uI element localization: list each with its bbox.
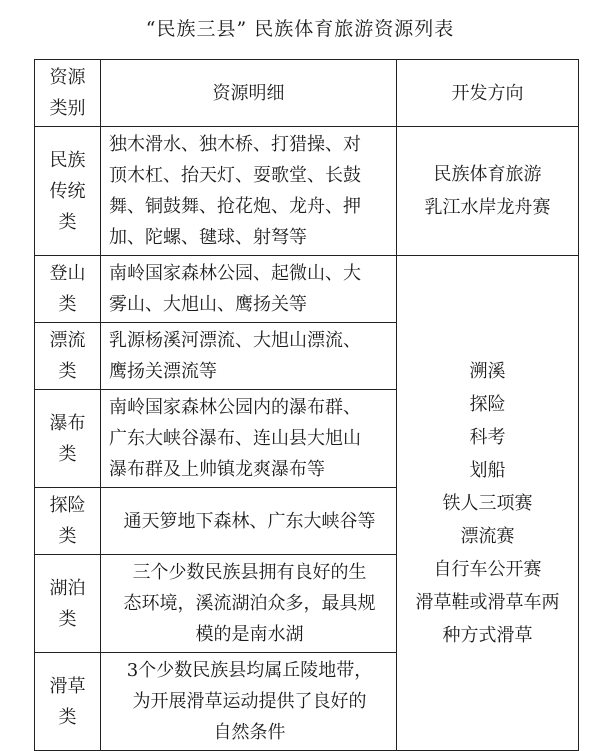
category-cell	[35, 653, 101, 751]
detail-line: 南岭国家森林公园内的瀑布群、	[109, 397, 361, 418]
category-cell	[35, 390, 101, 488]
detail-line: 鹰扬关漂流等	[109, 361, 217, 382]
resource-table	[34, 59, 579, 751]
detail-line: 通天箩地下森林、广东大峡谷等	[123, 510, 376, 532]
detail-line: 态环境，溪流湖泊众多，最具规	[123, 593, 376, 614]
table-header-row	[35, 60, 579, 127]
detail-line: 南岭国家森林公园、起微山、大	[109, 263, 361, 284]
header-direction: 开发方向	[397, 60, 579, 127]
direction-line: 铁人三项赛	[442, 492, 533, 514]
table-row	[35, 256, 579, 323]
direction-line: 探险	[469, 393, 506, 415]
detail-cell	[101, 555, 397, 653]
detail-line: 广东大峡谷瀑布、连山县大旭山	[109, 428, 361, 449]
category-line: 瀑布	[49, 412, 86, 434]
header-category-line: 类别	[49, 98, 86, 119]
category-line: 登山	[49, 263, 86, 284]
header-category	[35, 60, 101, 127]
direction-line: 种方式滑草	[442, 624, 533, 646]
detail-cell	[101, 653, 397, 751]
direction-line: 科考	[469, 426, 506, 448]
category-cell	[35, 256, 101, 323]
category-line: 滑草	[49, 675, 86, 697]
category-line: 探险	[49, 495, 86, 516]
detail-line: 模的是南水湖	[195, 624, 304, 645]
category-line: 类	[58, 294, 77, 315]
category-line: 类	[58, 526, 77, 547]
category-line: 类	[58, 211, 77, 233]
header-category-line: 资源	[49, 67, 86, 88]
category-line: 类	[58, 361, 77, 382]
category-cell	[35, 127, 101, 256]
detail-line: 舞、铜鼓舞、抢花炮、龙舟、押	[109, 196, 361, 217]
detail-line: 乳源杨溪河漂流、大旭山漂流、	[109, 330, 361, 351]
category-line: 民族	[49, 149, 86, 171]
direction-line: 溯溪	[469, 360, 506, 382]
direction-cell-ethnic	[397, 127, 579, 256]
direction-line: 民族体育旅游	[433, 164, 542, 185]
detail-line: 顶木杠、抬天灯、耍歌堂、长鼓	[109, 165, 361, 186]
detail-line: 独木滑水、独木桥、打猎操、对	[109, 134, 361, 155]
detail-cell	[101, 256, 397, 323]
detail-line: 自然条件	[213, 722, 286, 743]
category-cell	[35, 555, 101, 653]
detail-cell	[101, 127, 397, 256]
detail-line: 3个少数民族县均属丘陵地带，	[126, 660, 373, 681]
direction-line: 自行车公开赛	[433, 558, 542, 580]
detail-line: 为开展滑草运动提供了良好的	[132, 691, 367, 712]
category-line: 漂流	[49, 330, 86, 351]
header-detail: 资源明细	[101, 60, 397, 127]
detail-line: 加、陀螺、毽球、射弩等	[109, 227, 307, 248]
direction-line: 漂流赛	[460, 525, 515, 547]
category-line: 类	[58, 706, 77, 728]
category-line: 传统	[49, 180, 86, 202]
detail-line: 雾山、大旭山、鹰扬关等	[109, 294, 307, 315]
category-line: 湖泊	[49, 577, 86, 599]
direction-cell-outdoor	[397, 256, 579, 751]
direction-line: 乳江水岸龙舟赛	[424, 197, 551, 218]
detail-line: 三个少数民族县拥有良好的生	[132, 562, 367, 583]
category-cell	[35, 323, 101, 390]
direction-line: 滑草鞋或滑草车两	[415, 591, 560, 613]
detail-cell	[101, 390, 397, 488]
table-row	[35, 127, 579, 256]
detail-line: 瀑布群及上帅镇龙爽瀑布等	[109, 459, 325, 480]
category-line: 类	[58, 443, 77, 465]
table-title: “民族三县” 民族体育旅游资源列表	[145, 18, 455, 40]
direction-line: 划船	[469, 459, 506, 481]
category-line: 类	[58, 608, 77, 630]
category-cell	[35, 488, 101, 555]
detail-cell	[101, 323, 397, 390]
detail-cell	[101, 488, 397, 555]
